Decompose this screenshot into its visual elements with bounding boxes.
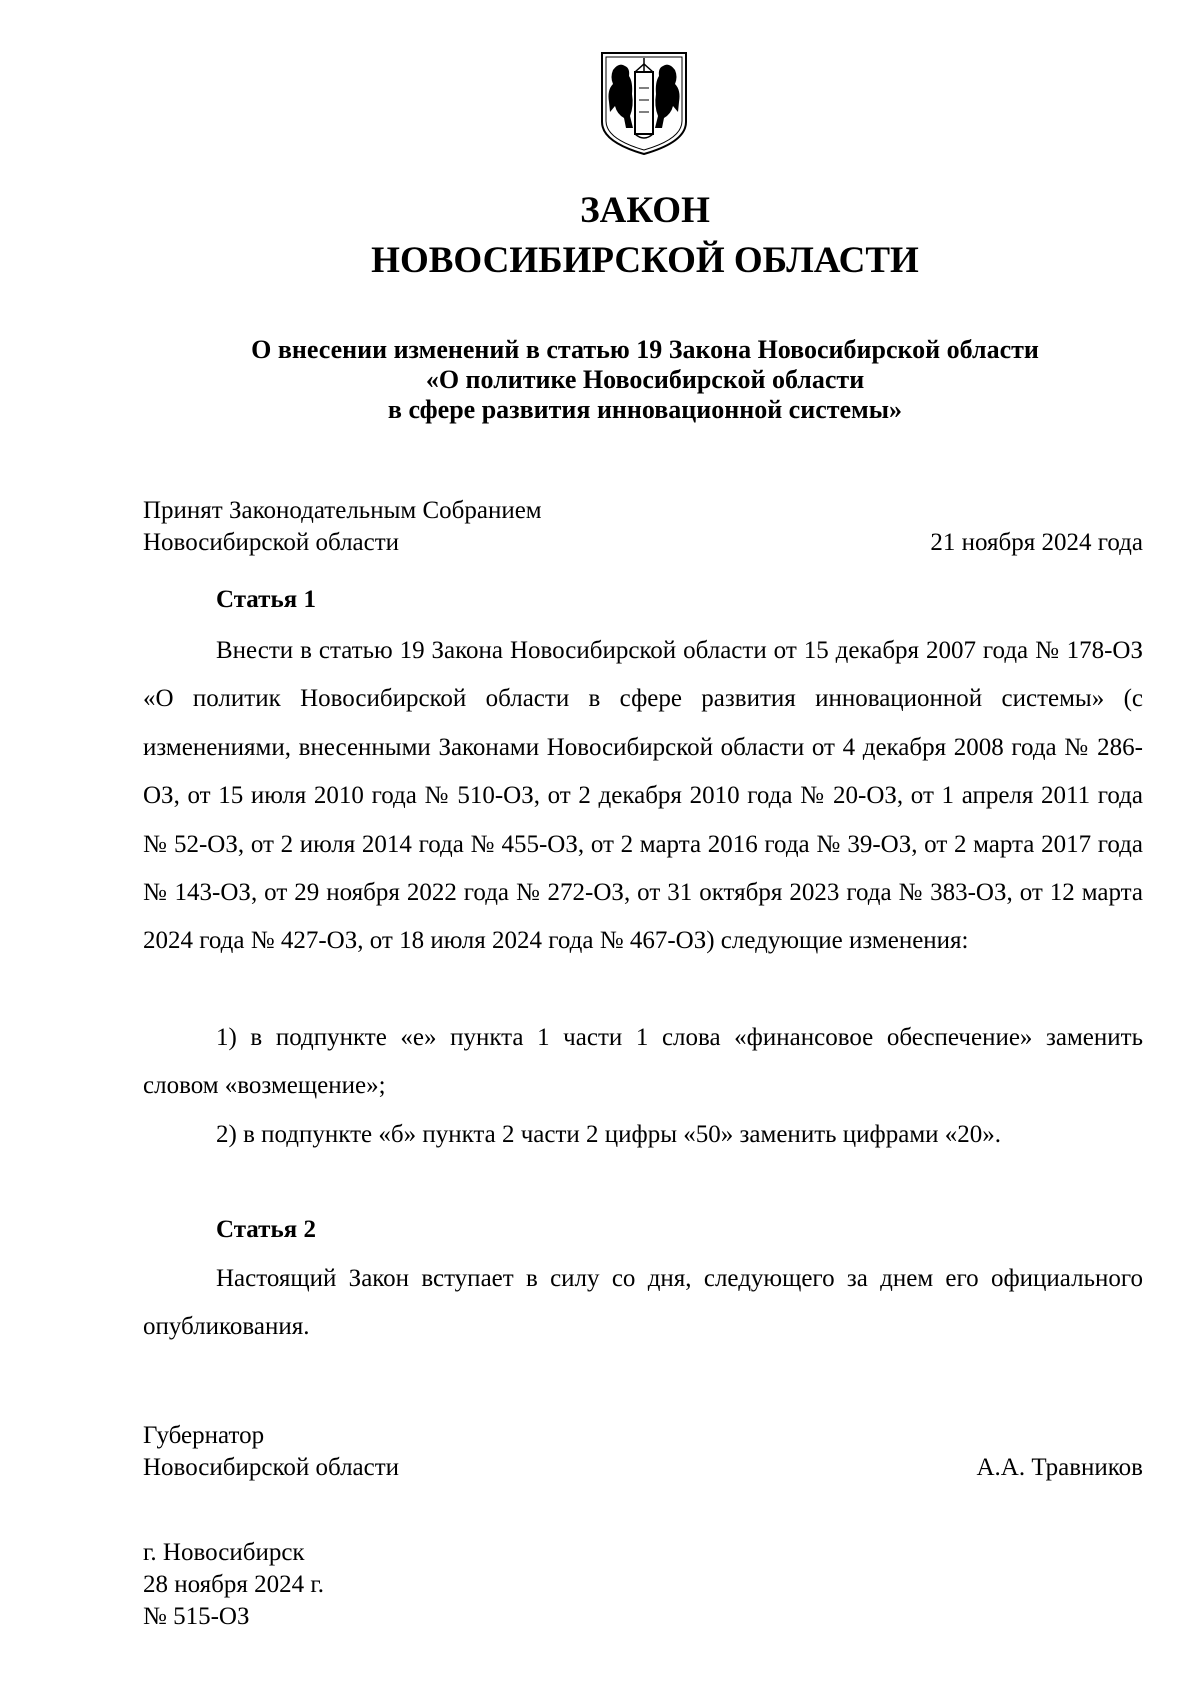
place-date: 28 ноября 2024 г. bbox=[143, 1571, 325, 1598]
adoption-line2: Новосибирской области bbox=[143, 529, 400, 556]
adoption-date: 21 ноября 2024 года bbox=[930, 529, 1143, 556]
law-title-line2: НОВОСИБИРСКОЙ ОБЛАСТИ bbox=[371, 240, 919, 281]
law-subject-line3: в сфере развития инновационной системы» bbox=[387, 395, 903, 424]
novosibirsk-coat-of-arms-icon bbox=[599, 50, 689, 158]
law-subject-line1: О внесении изменений в статью 19 Закона Новосибирской области bbox=[251, 335, 1039, 364]
law-subject bbox=[0, 335, 1200, 425]
adoption-block bbox=[143, 495, 1143, 559]
adoption-line1: Принят Законодательным Собранием bbox=[143, 497, 542, 524]
article-2-heading: Статья 2 bbox=[216, 1216, 316, 1243]
law-title-line1: ЗАКОН bbox=[580, 190, 710, 231]
article-2-text: Настоящий Закон вступает в силу со дня, следующего за днем его официального опубликования. bbox=[143, 1265, 1143, 1341]
signature-position-line2: Новосибирской области bbox=[143, 1454, 400, 1481]
law-number: № 515-ОЗ bbox=[143, 1603, 250, 1630]
law-subject-line2: «О политике Новосибирской области bbox=[425, 365, 865, 394]
article-1-item-2: 2) в подпункте «б» пункта 2 части 2 цифры «50» заменить цифрами «20». bbox=[216, 1121, 1002, 1148]
article-1-heading: Статья 1 bbox=[216, 586, 316, 613]
signature-block bbox=[143, 1420, 1143, 1484]
article-1-item-1: 1) в подпункте «е» пункта 1 части 1 слова «финансовое обеспечение» заменить словом «возмещение»; bbox=[143, 1024, 1143, 1100]
law-title bbox=[0, 186, 1200, 286]
article-1-intro: Внести в статью 19 Закона Новосибирской области от 15 декабря 2007 года № 178-ОЗ «О политик Новосибирской области в сфере развития инновационной системы» (с изменениями, внесенными Законами Новосибирской области от 4 декабря 2008 года № 286-ОЗ, от 15 июля 2010 года № 510-ОЗ, от 2 декабря 2010 года № 20-ОЗ, от 1 апреля 2011 года № 52-ОЗ, от 2 июля 2014 года № 455-ОЗ, от 2 марта 2016 года № 39-ОЗ, от 2 марта 2017 года № 143-ОЗ, от 29 ноября 2022 года № 272-ОЗ, от 31 октября 2023 года № 383-ОЗ, от 12 марта 2024 года № 427-ОЗ, от 18 июля 2024 года № 467-ОЗ) следующие изменения: bbox=[143, 637, 1143, 955]
place-city: г. Новосибирск bbox=[143, 1539, 305, 1566]
signature-position-line1: Губернатор bbox=[143, 1422, 265, 1449]
place-date-block bbox=[143, 1537, 1143, 1633]
signature-name: А.А. Травников bbox=[976, 1454, 1143, 1481]
